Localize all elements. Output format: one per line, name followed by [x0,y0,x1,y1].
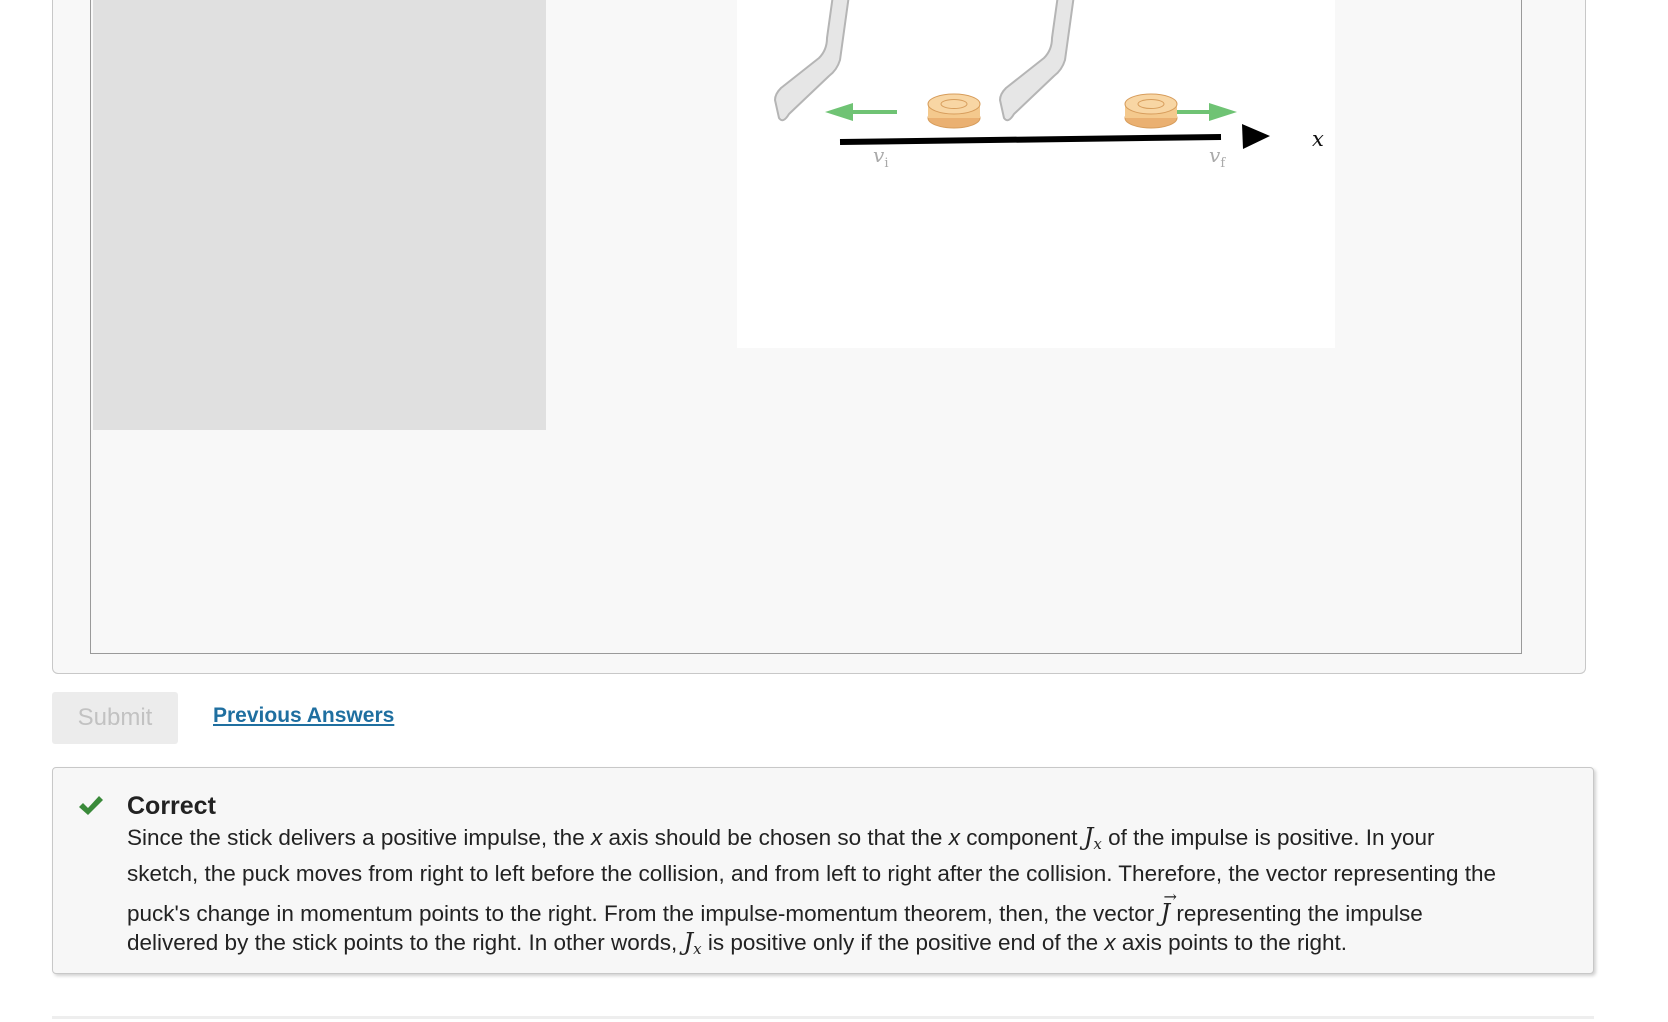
x-axis-arrowhead[interactable] [1242,124,1270,149]
feedback-line-3: puck's change in momentum points to the right. From the impulse-momentum theorem, then, the vector → J representing the impulse [127,899,1577,928]
x-axis-line[interactable] [840,137,1221,142]
vi-label: $v_i$ [873,143,889,171]
feedback-status: Correct [127,792,216,820]
math-jx-2: $J_x$ [683,928,702,958]
feedback-explanation [127,823,1577,964]
math-jx: $J_x$ [1083,823,1102,853]
sketch-canvas[interactable] [737,0,1335,348]
checkmark-icon [77,794,105,818]
puck-initial [928,94,980,128]
submit-button[interactable]: Submit [52,692,178,744]
bottom-divider [52,1016,1594,1019]
vf-label: $v_f$ [1209,143,1226,171]
tools-panel [93,0,546,430]
velocity-initial-arrowhead [825,103,853,121]
puck-diagram [737,0,1335,348]
hockey-stick-right [1000,0,1074,120]
x-axis-label: x [1312,127,1324,151]
hockey-stick-left [775,0,849,120]
feedback-line-1: Since the stick delivers a positive impulse, the x axis should be chosen so that the x component $J_x$ of the impulse is positive. In your [127,823,1435,853]
math-vector-j: → J [1161,899,1171,928]
puck-final [1125,94,1177,128]
feedback-box [52,767,1594,974]
velocity-final-arrowhead [1209,103,1237,121]
previous-answers-link[interactable]: Previous Answers [213,704,395,727]
feedback-line-4: delivered by the stick points to the right. In other words, $J_x$ is positive only if the positive end of the x axis points to the right. [127,928,1347,958]
feedback-line-2: sketch, the puck moves from right to left before the collision, and from left to right after the collision. Therefore, the vector representing the [127,861,1497,886]
